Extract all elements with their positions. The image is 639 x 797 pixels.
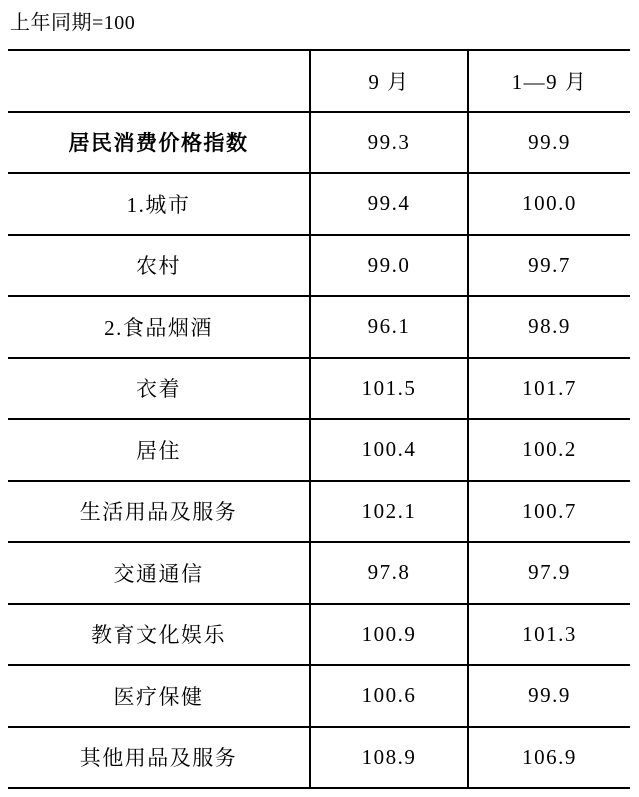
category-label: 医疗保健 [113,684,204,709]
base-period-note: 上年同期=100 [10,12,136,34]
september-column-header: 9 月 [310,50,468,112]
value-september: 97.8 [310,542,468,604]
table-row [8,296,630,358]
header-row [8,50,630,112]
value-jan-sep: 101.3 [468,604,630,666]
category-label: 生活用品及服务 [79,500,238,525]
table-row [8,419,630,481]
table-row [8,542,630,604]
category-label: 衣着 [136,377,181,402]
value-september: 99.0 [310,235,468,297]
value-jan-sep: 101.7 [468,358,630,420]
value-jan-sep: 99.9 [468,665,630,727]
value-jan-sep: 100.7 [468,481,630,543]
category-label: 1.城市 [126,192,191,217]
value-september: 108.9 [310,727,468,789]
table-row [8,173,630,235]
value-jan-sep: 99.9 [468,112,630,174]
value-september: 100.9 [310,604,468,666]
value-jan-sep: 100.2 [468,419,630,481]
value-jan-sep: 100.0 [468,173,630,235]
category-label: 交通通信 [113,561,204,586]
value-september: 101.5 [310,358,468,420]
value-jan-sep: 99.7 [468,235,630,297]
value-jan-sep: 106.9 [468,727,630,789]
jan-sep-column-header: 1—9 月 [468,50,630,112]
value-september: 99.3 [310,112,468,174]
table-row [8,727,630,789]
category-label: 其他用品及服务 [79,746,238,771]
value-september: 100.4 [310,419,468,481]
category-label: 2.食品烟酒 [104,315,213,340]
value-jan-sep: 97.9 [468,542,630,604]
table-row [8,112,630,174]
value-september: 100.6 [310,665,468,727]
category-column-header [8,50,310,112]
table-row [8,604,630,666]
category-label: 农村 [136,254,181,279]
table-row [8,665,630,727]
value-september: 99.4 [310,173,468,235]
table-row [8,358,630,420]
category-label: 教育文化娱乐 [91,623,226,648]
table-row [8,481,630,543]
value-september: 102.1 [310,481,468,543]
category-label: 居住 [136,438,181,463]
table-row [8,235,630,297]
category-label: 居民消费价格指数 [68,131,249,156]
value-september: 96.1 [310,296,468,358]
cpi-table [8,49,630,789]
value-jan-sep: 98.9 [468,296,630,358]
